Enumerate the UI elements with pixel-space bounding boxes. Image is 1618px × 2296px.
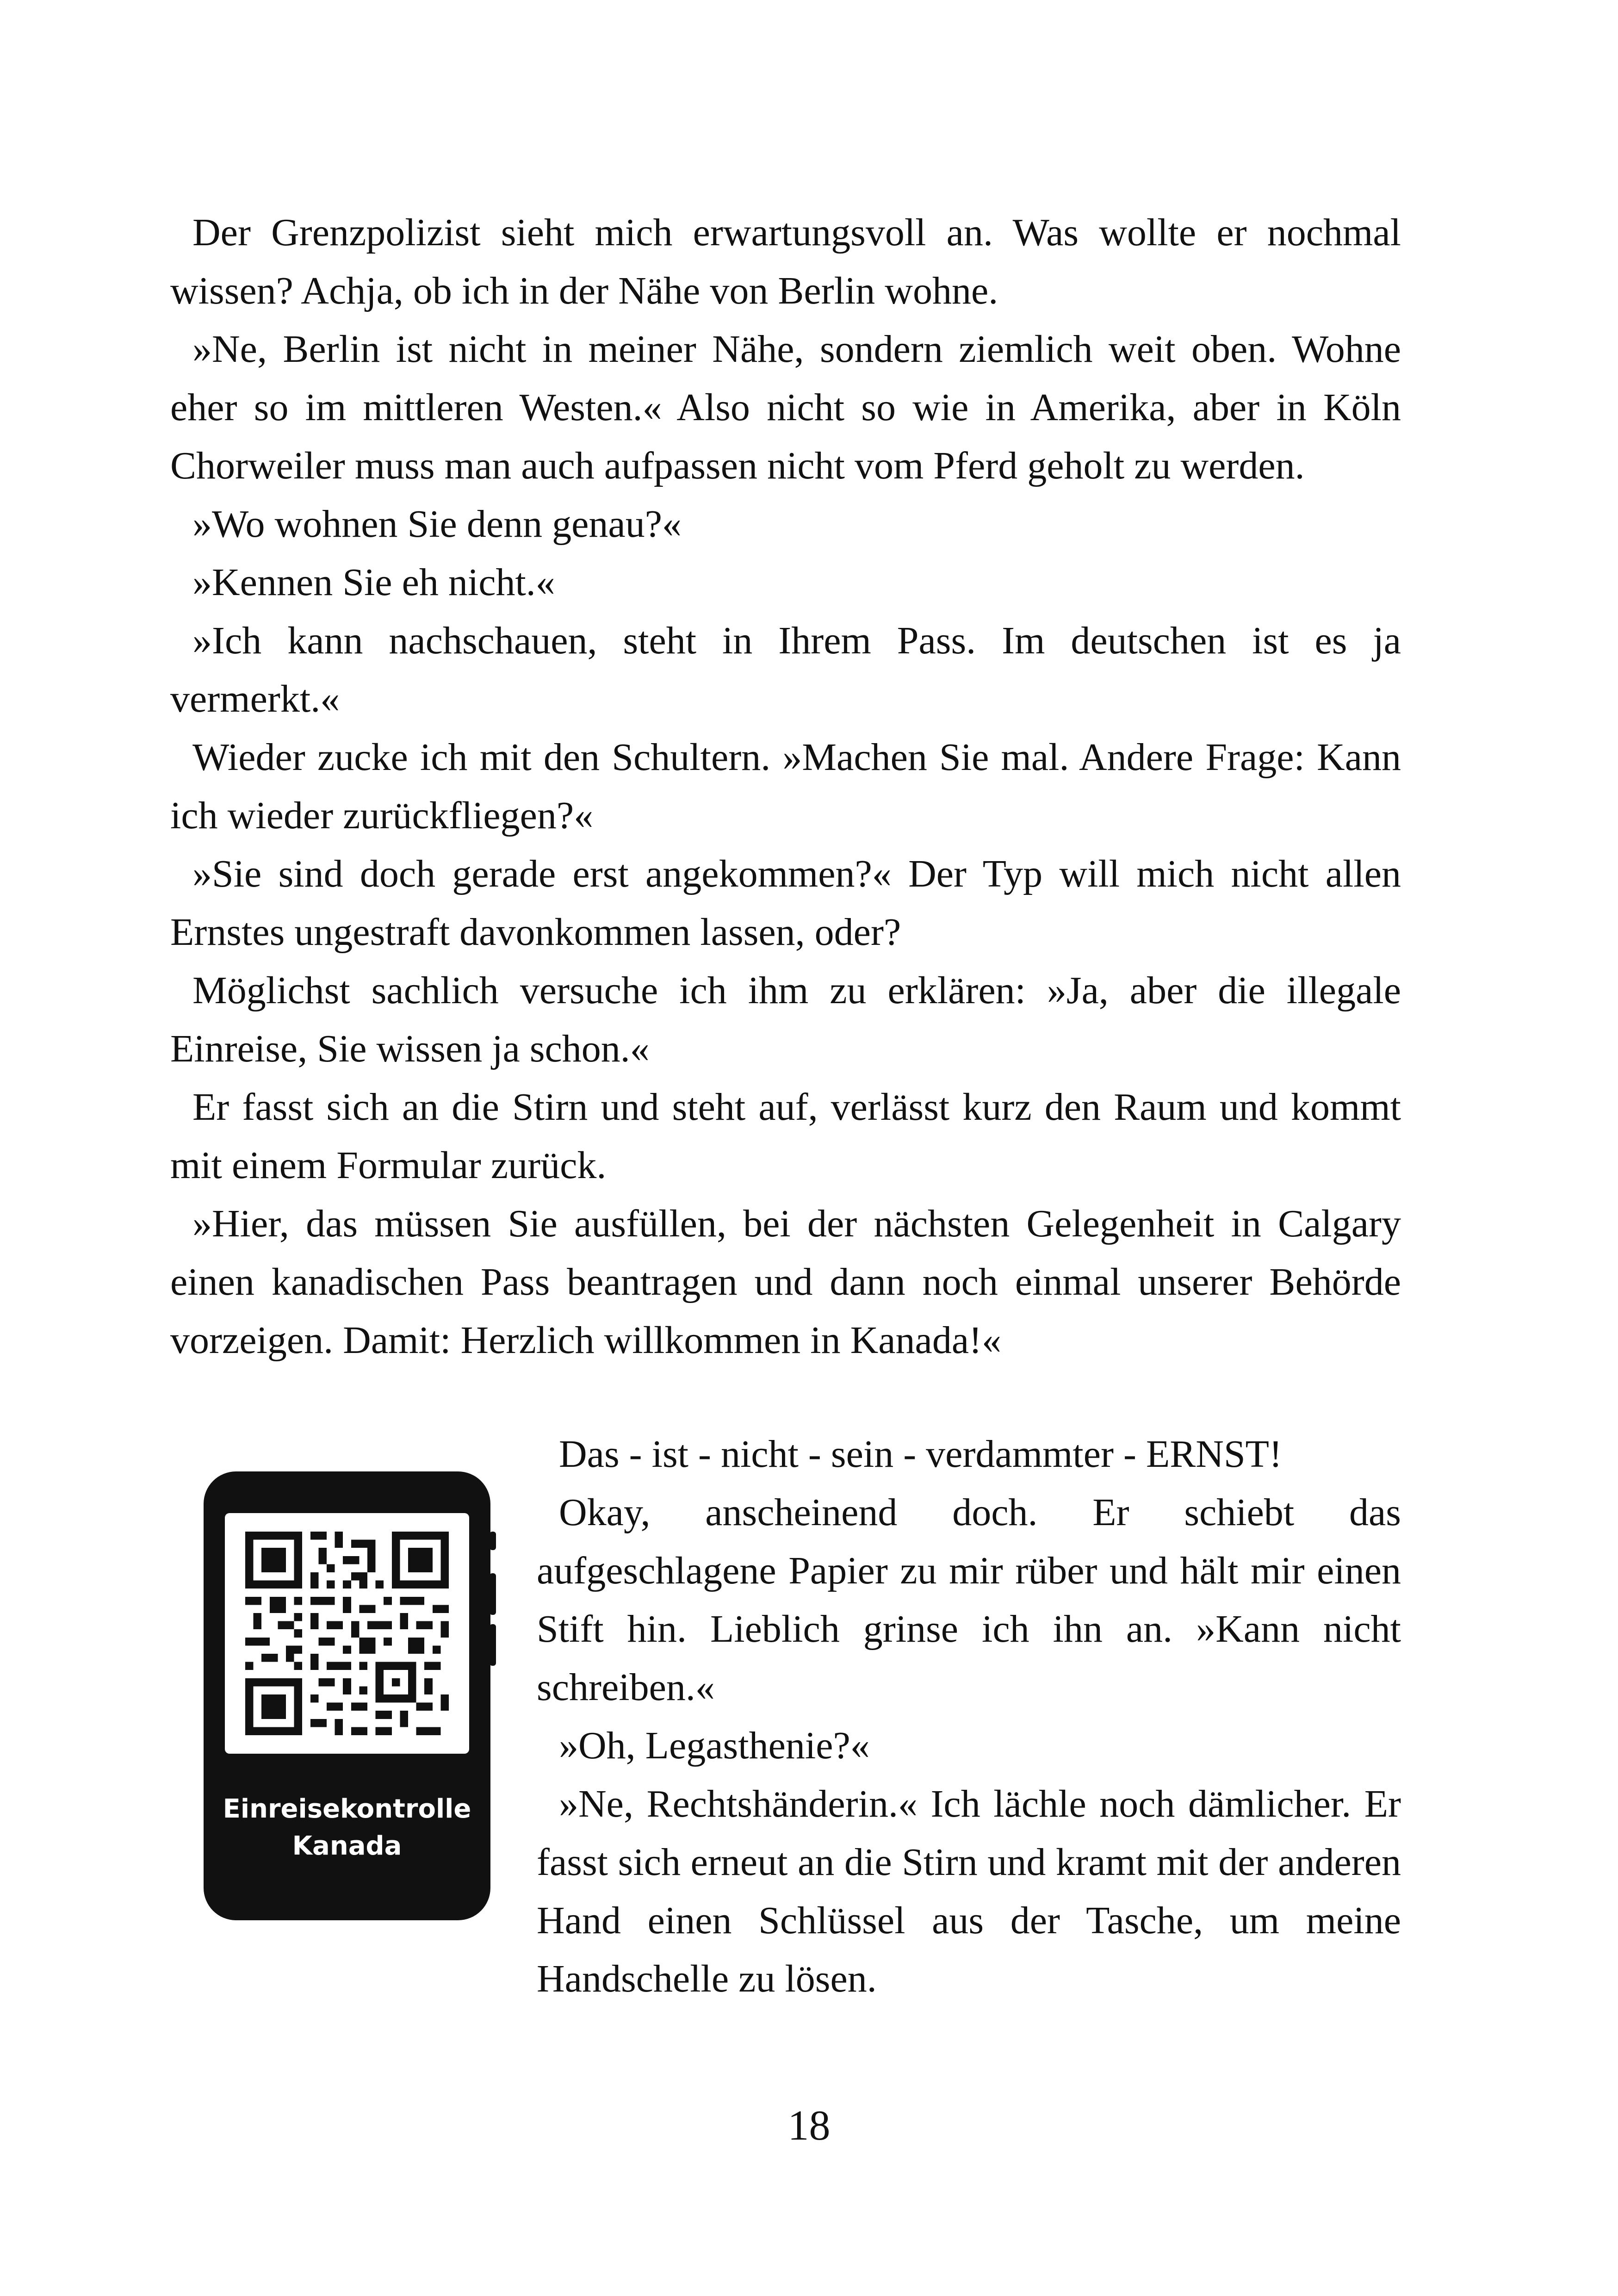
paragraph: »Wo wohnen Sie denn genau?« — [192, 503, 682, 546]
paragraph: Okay, anscheinend doch. Er schiebt das aufgeschlagene Papier zu mir rüber und hält mir einen Stift hin. Lieblich grinse ich ihn an. »Kann nicht schreiben.« — [537, 1491, 1401, 1709]
qr-caption-line: Kanada — [292, 1831, 402, 1861]
paragraph: Möglichst sachlich versuche ich ihm zu erklären: »Ja, aber die illegale Einreise, Sie wissen ja schon.« — [170, 969, 1401, 1070]
paragraph: Er fasst sich an die Stirn und steht auf, verlässt kurz den Raum und kommt mit einem Formular zurück. — [170, 1086, 1401, 1187]
qr-code-icon — [245, 1532, 449, 1735]
paragraph: Wieder zucke ich mit den Schultern. »Machen Sie mal. Andere Frage: Kann ich wieder zurückfliegen?« — [170, 736, 1401, 837]
qr-code[interactable] — [225, 1513, 469, 1754]
qr-code-phone-card[interactable] — [204, 1471, 490, 1920]
paragraph: »Kennen Sie eh nicht.« — [192, 561, 555, 604]
qr-caption — [204, 1791, 490, 1865]
main-text-block — [170, 204, 1401, 1370]
phone-side-button — [490, 1532, 496, 1550]
paragraph: »Ich kann nachschauen, steht in Ihrem Pass. Im deutschen ist es ja vermerkt.« — [170, 619, 1401, 720]
qr-caption-line: Einreisekontrolle — [223, 1794, 471, 1824]
phone-side-button — [490, 1573, 496, 1615]
paragraph: Das - ist - nicht - sein - verdammter - ERNST! — [559, 1433, 1282, 1476]
paragraph: »Oh, Legasthenie?« — [559, 1724, 870, 1767]
paragraph: »Hier, das müssen Sie ausfüllen, bei der nächsten Gelegenheit in Calgary einen kanadischen Pass beantragen und dann noch einmal unserer Behörde vorzeigen. Damit: Herzlich willkommen in Kanada!« — [170, 1202, 1401, 1362]
phone-side-button — [490, 1624, 496, 1666]
paragraph: »Sie sind doch gerade erst angekommen?« Der Typ will mich nicht allen Ernstes ungestraft davonkommen lassen, oder? — [170, 852, 1401, 954]
paragraph: Der Grenzpolizist sieht mich erwartungsvoll an. Was wollte er nochmal wissen? Achja, ob ich in der Nähe von Berlin wohne. — [170, 211, 1401, 312]
paragraph: »Ne, Rechtshänderin.« Ich lächle noch dämlicher. Er fasst sich erneut an die Stirn und kramt mit der anderen Hand einen Schlüssel aus der Tasche, um meine Handschelle zu lösen. — [537, 1782, 1401, 2000]
page-number: 18 — [787, 2102, 831, 2149]
side-text-block — [537, 1425, 1401, 2008]
paragraph: »Ne, Berlin ist nicht in meiner Nähe, sondern ziemlich weit oben. Wohne eher so im mittleren Westen.« Also nicht so wie in Amerika, aber in Köln Chorweiler muss man auch aufpassen nicht vom Pferd geholt zu werden. — [170, 328, 1401, 487]
